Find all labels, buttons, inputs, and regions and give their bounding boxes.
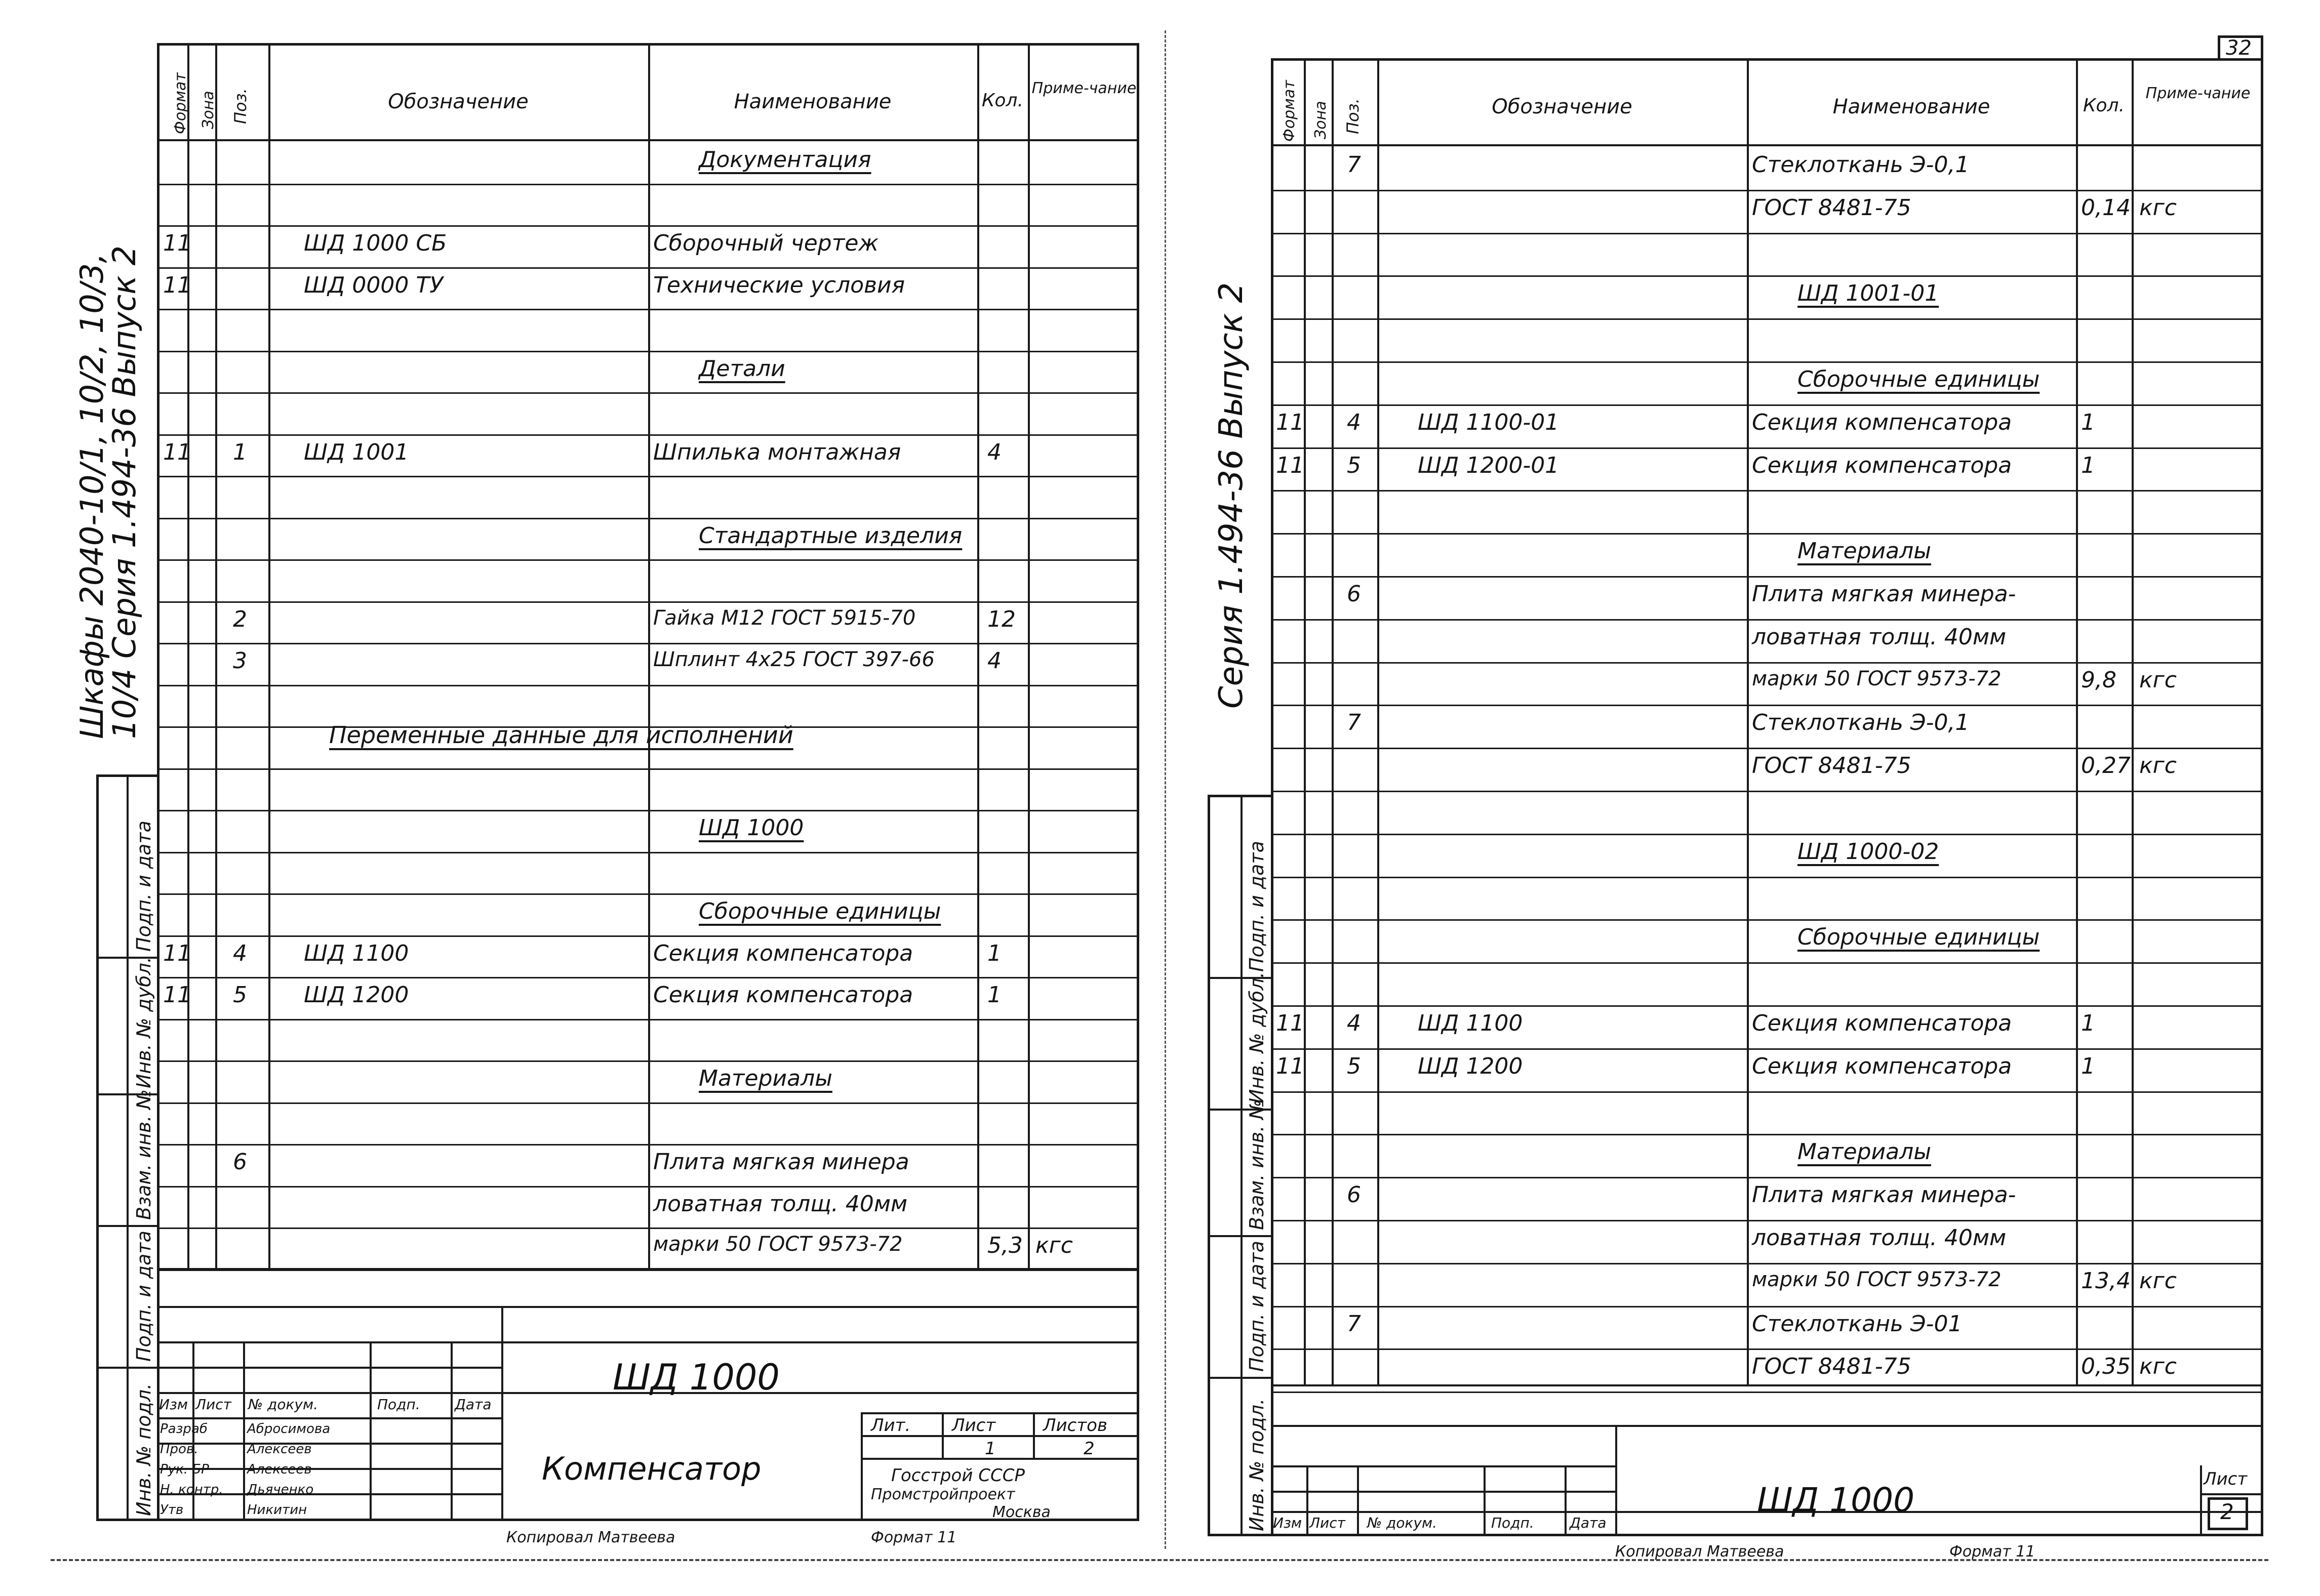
- r-tb-col-sign: Подп.: [1491, 1515, 1534, 1531]
- row-position: 4: [1347, 1010, 1361, 1036]
- row-name: марки 50 ГОСТ 9573-72: [653, 1233, 903, 1256]
- stamp-signature-date-1: Подп. и дата: [133, 821, 155, 952]
- row-designation: ШД 1001: [304, 439, 409, 465]
- variable-data-heading: Переменные данные для исполнений: [329, 721, 793, 749]
- row-name: Сборочные единицы: [1797, 366, 2040, 392]
- r-col-note-label: Приме-чание: [2145, 85, 2251, 102]
- row-name: Материалы: [1797, 1139, 1931, 1165]
- row-format: 11: [163, 272, 191, 298]
- tb-sheets-value: 2: [1084, 1439, 1095, 1459]
- row-quantity: 0,14: [2081, 194, 2131, 221]
- series-vertical-right: Серия 1.494-36 Выпуск 2: [1213, 282, 1250, 709]
- row-quantity: 4: [987, 648, 1002, 674]
- row-name: Плита мягкая минера-: [1752, 1182, 2016, 1208]
- stamp-signature-date-2: Подп. и дата: [133, 1231, 155, 1362]
- stamp-original-inv: Инв. № подл.: [133, 1383, 155, 1516]
- row-position: 6: [1347, 1182, 1361, 1208]
- right-footer-copied: Копировал Матвеева: [1615, 1543, 1784, 1561]
- row-format: 11: [163, 439, 191, 465]
- r-col-designation-label: Обозначение: [1492, 95, 1632, 118]
- r-stamp-replace-inv: Взам. инв. №: [1246, 1099, 1268, 1230]
- col-qty-label: Кол.: [981, 90, 1024, 111]
- row-name: Плита мягкая минера: [653, 1149, 909, 1175]
- row-name: ШД 1000: [699, 815, 804, 841]
- row-format: 11: [163, 940, 191, 966]
- row-position: 6: [1347, 581, 1361, 607]
- row-designation: ШД 0000 ТУ: [304, 272, 444, 298]
- row-position: 1: [233, 439, 247, 465]
- r-tb-col-docnum: № докум.: [1367, 1515, 1437, 1531]
- signatory-name: Алексеев: [247, 1462, 312, 1477]
- row-position: 7: [1347, 152, 1361, 178]
- r-tb-col-list: Лист: [1309, 1515, 1345, 1531]
- row-note: кгс: [2139, 753, 2177, 779]
- row-name: Сборочные единицы: [1797, 924, 2040, 951]
- row-format: 11: [1276, 409, 1304, 435]
- r-col-pos-label: Поз.: [1343, 98, 1363, 134]
- row-position: 7: [1347, 1311, 1361, 1337]
- row-name: Сборочные единицы: [699, 898, 941, 924]
- row-name: марки 50 ГОСТ 9573-72: [1752, 667, 2002, 690]
- tb-lit-label: Лит.: [871, 1415, 911, 1436]
- row-note: кгс: [2139, 1354, 2177, 1380]
- r-stamp-signature-date-2: Подп. и дата: [1246, 1241, 1268, 1372]
- row-name: Гайка М12 ГОСТ 5915-70: [653, 606, 916, 630]
- row-format: 11: [1276, 452, 1304, 478]
- r-col-format-label: Формат: [1281, 80, 1298, 142]
- col-zone-label: Зона: [199, 91, 217, 129]
- row-name: Секция компенсатора: [1752, 1010, 2012, 1036]
- row-name: Стандартные изделия: [699, 522, 963, 549]
- tb-org-2: Промстройпроект: [871, 1486, 1015, 1503]
- signatory-name: Алексеев: [247, 1442, 312, 1457]
- left-footer-copied: Копировал Матвеева: [506, 1529, 675, 1546]
- row-name: Материалы: [1797, 538, 1931, 564]
- row-name: ГОСТ 8481-75: [1752, 753, 1911, 779]
- left-footer-format: Формат 11: [871, 1529, 957, 1546]
- row-name: Технические условия: [653, 272, 905, 298]
- corner-sheet-number: 32: [2226, 36, 2252, 60]
- row-name: Стеклоткань Э-0,1: [1752, 710, 1970, 736]
- row-name: Сборочный чертеж: [653, 230, 879, 256]
- r-col-name-label: Наименование: [1832, 95, 1990, 118]
- signatory-role: Пров.: [160, 1442, 198, 1457]
- row-name: Документация: [699, 147, 871, 173]
- row-name: ШД 1000-02: [1797, 838, 1939, 865]
- row-quantity: 5,3: [987, 1233, 1023, 1258]
- row-quantity: 0,35: [2081, 1354, 2131, 1380]
- row-designation: ШД 1100: [1418, 1010, 1523, 1036]
- row-quantity: 4: [987, 439, 1002, 465]
- r-tb-col-izm: Изм: [1273, 1515, 1302, 1531]
- tb-org-1: Госстрой СССР: [891, 1465, 1025, 1486]
- row-name: Детали: [699, 355, 785, 382]
- r-tb-sheet-value: 2: [2220, 1499, 2234, 1524]
- signatory-name: Дьяченко: [247, 1482, 314, 1497]
- row-name: Плита мягкая минера-: [1752, 581, 2016, 607]
- stamp-dup-inv: Инв. № дубл.: [133, 957, 155, 1088]
- right-footer-format: Формат 11: [1949, 1543, 2035, 1561]
- row-position: 5: [1347, 452, 1361, 478]
- row-note: кгс: [2139, 1267, 2177, 1294]
- signatory-name: Никитин: [247, 1502, 307, 1518]
- row-format: 11: [163, 982, 191, 1008]
- row-designation: ШД 1100-01: [1418, 409, 1559, 435]
- row-name: Секция компенсатора: [1752, 409, 2012, 435]
- r-tb-sheet-label: Лист: [2204, 1469, 2248, 1489]
- row-note: кгс: [1035, 1233, 1073, 1258]
- col-name-label: Наименование: [734, 90, 892, 113]
- r-stamp-original-inv: Инв. № подл.: [1246, 1398, 1268, 1531]
- row-format: 11: [1276, 1053, 1304, 1079]
- row-quantity: 1: [2081, 452, 2095, 478]
- row-position: 4: [1347, 409, 1361, 435]
- row-name: ловатная толщ. 40мм: [1752, 624, 2007, 650]
- row-position: 2: [233, 606, 247, 632]
- row-quantity: 1: [987, 940, 1002, 966]
- row-name: ГОСТ 8481-75: [1752, 194, 1911, 221]
- row-quantity: 1: [2081, 1010, 2095, 1036]
- row-name: Шплинт 4х25 ГОСТ 397-66: [653, 648, 935, 671]
- r-stamp-dup-inv: Инв. № дубл.: [1246, 972, 1268, 1103]
- row-name: ШД 1001-01: [1797, 280, 1939, 307]
- tb-col-sign: Подп.: [377, 1396, 420, 1413]
- row-designation: ШД 1200-01: [1418, 452, 1559, 478]
- r-col-zone-label: Зона: [1312, 101, 1330, 139]
- row-name: ловатная толщ. 40мм: [1752, 1225, 2007, 1251]
- row-quantity: 13,4: [2081, 1267, 2131, 1294]
- row-position: 3: [233, 648, 247, 674]
- row-designation: ШД 1200: [1418, 1053, 1523, 1079]
- tb-col-list: Лист: [195, 1396, 231, 1413]
- stamp-replace-inv: Взам. инв. №: [133, 1089, 155, 1220]
- row-name: Стеклоткань Э-01: [1752, 1311, 1963, 1337]
- tb-sheet-label: Лист: [952, 1415, 996, 1436]
- left-doc-code: ШД 1000: [613, 1357, 780, 1398]
- fold-line: [1165, 30, 1166, 1549]
- row-position: 7: [1347, 710, 1361, 736]
- col-format-label: Формат: [172, 72, 189, 134]
- tb-col-docnum: № докум.: [248, 1396, 318, 1413]
- row-name: ловатная толщ. 40мм: [653, 1191, 908, 1217]
- r-stamp-signature-date-1: Подп. и дата: [1246, 841, 1268, 972]
- row-name: Секция компенсатора: [1752, 1053, 2012, 1079]
- signatory-role: Рук. БР: [160, 1462, 209, 1477]
- row-quantity: 0,27: [2081, 753, 2131, 779]
- row-name: Шпилька монтажная: [653, 439, 901, 465]
- row-format: 11: [163, 230, 191, 256]
- row-quantity: 1: [987, 982, 1002, 1008]
- signatory-name: Абросимова: [247, 1421, 331, 1437]
- row-note: кгс: [2139, 667, 2177, 693]
- row-name: Секция компенсатора: [1752, 452, 2012, 478]
- right-doc-code: ШД 1000: [1757, 1481, 1915, 1520]
- bottom-cut-line: [51, 1559, 2268, 1561]
- row-designation: ШД 1000 СБ: [304, 230, 447, 256]
- signatory-role: Разраб: [160, 1421, 208, 1437]
- row-quantity: 1: [2081, 1053, 2095, 1079]
- tb-sheets-label: Листов: [1043, 1415, 1108, 1436]
- row-position: 6: [233, 1149, 247, 1175]
- row-position: 4: [233, 940, 247, 966]
- row-name: марки 50 ГОСТ 9573-72: [1752, 1267, 2002, 1291]
- signatory-role: Н. контр.: [160, 1482, 223, 1497]
- row-name: Секция компенсатора: [653, 940, 913, 966]
- left-doc-name: Компенсатор: [542, 1450, 762, 1487]
- row-designation: ШД 1200: [304, 982, 409, 1008]
- col-pos-label: Поз.: [231, 88, 250, 124]
- row-name: ГОСТ 8481-75: [1752, 1354, 1911, 1380]
- tb-col-izm: Изм: [159, 1396, 188, 1413]
- series-vertical-left: Шкафы 2040-10/1, 10/2, 10/3, 10/4 Серия 1.494-36 Выпуск 2: [73, 245, 143, 739]
- row-quantity: 9,8: [2081, 667, 2116, 693]
- row-position: 5: [233, 982, 247, 1008]
- r-col-qty-label: Кол.: [2083, 95, 2125, 116]
- col-designation-label: Обозначение: [388, 90, 529, 113]
- col-note-label: Приме-чание: [1031, 79, 1137, 97]
- row-name: Секция компенсатора: [653, 982, 913, 1008]
- row-name: Стеклоткань Э-0,1: [1752, 152, 1970, 178]
- row-designation: ШД 1100: [304, 940, 409, 966]
- row-quantity: 1: [2081, 409, 2095, 435]
- signatory-role: Утв: [160, 1502, 184, 1518]
- r-tb-col-date: Дата: [1570, 1515, 1607, 1531]
- tb-sheet-value: 1: [985, 1439, 996, 1459]
- row-format: 11: [1276, 1010, 1304, 1036]
- row-note: кгс: [2139, 194, 2177, 221]
- row-position: 5: [1347, 1053, 1361, 1079]
- tb-org-3: Москва: [992, 1503, 1051, 1521]
- row-quantity: 12: [987, 606, 1016, 632]
- row-name: Материалы: [699, 1066, 832, 1091]
- tb-col-date: Дата: [455, 1396, 492, 1413]
